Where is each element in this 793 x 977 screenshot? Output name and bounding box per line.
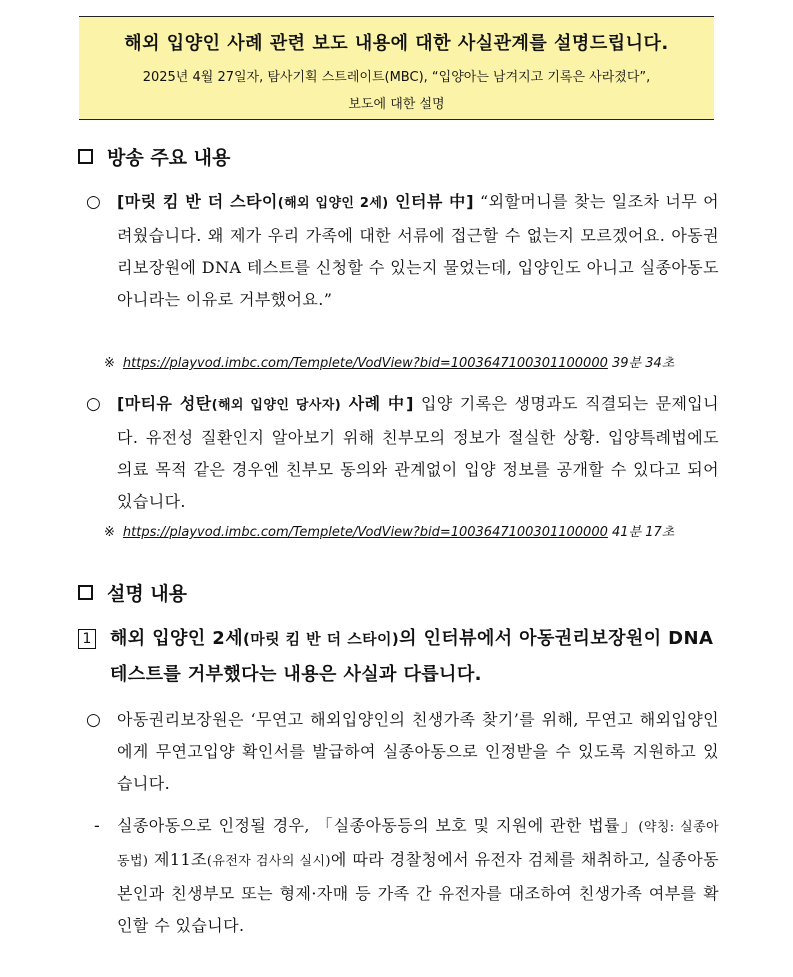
speaker-desc: (해외 입양인 2세): [277, 196, 389, 211]
explanation-heading: [110, 621, 718, 693]
header-box: [79, 16, 714, 120]
section-title: 설명 내용: [107, 583, 188, 605]
para-part-a: 실종아동으로 인정될 경우, 「실종아동등의 보호 및 지원에 관한 법률」: [117, 816, 639, 835]
reference-mark-icon: ※: [104, 525, 115, 540]
section-explanation: [78, 579, 187, 606]
heading-small: (마릿 킴 반 더 스타이): [243, 630, 400, 648]
circle-bullet-icon: ○: [86, 710, 101, 730]
source-note-1: [104, 352, 674, 371]
number-box-icon: 1: [78, 629, 96, 649]
item-mathieu-case: [117, 388, 719, 518]
speaker-label: [마릿 킴 반 더 스타이: [117, 192, 278, 211]
subtitle-line-1: 2025년 4월 27일자, 탐사기획 스트레이트(MBC), “입양아는 남겨지고 기록은 사라졌다”,: [142, 70, 651, 85]
speaker-desc: (해외 입양인 당사자): [211, 398, 342, 413]
source-time: 39분 34초: [607, 356, 675, 371]
explanation-subparagraph: [117, 810, 719, 942]
heading-part-a: 해외 입양인 2세: [110, 628, 243, 649]
para-small-2: (유전자 검사의 실시): [206, 854, 331, 869]
subtitle-line-2: 보도에 대한 설명: [348, 97, 445, 112]
quote-text: 입양 기록은 생명과도 직결되는 문제입니다. 유전성 질환인지 알아보기 위해 친부모의 정보가 절실한 상황. 입양특례법에도 의료 목적 같은 경우엔 친부모 동의와 관계없이 입양 정보를 공개할 수 있다고 되어 있습니다.: [117, 394, 720, 511]
checkbox-square-icon: [78, 149, 93, 164]
source-note-2: [104, 521, 674, 540]
para-part-b: 제11조: [148, 850, 207, 869]
reference-mark-icon: ※: [104, 356, 115, 371]
item-marit-interview: [117, 186, 719, 316]
quote-text: “외할머니를 찾는 일조차 너무 어려웠습니다. 왜 제가 우리 가족에 대한 서류에 접근할 수 없는지 모르겠어요. 아동권리보장원에 DNA 테스트를 신청할 수 있는지 물었는데, 입양인도 아니고 실종아동도 아니라는 이유로 거부했어요.”: [117, 192, 720, 309]
heading-part-b: 의 인터뷰에서 아동권리보장원이 DNA 테스트를 거부했다는 내용은 사실과 다릅니다.: [110, 628, 714, 685]
dash-bullet-icon: -: [94, 816, 100, 836]
para-small-1: (약칭: 실종아동법): [117, 820, 719, 869]
document-title: 해외 입양인 사례 관련 보도 내용에 대한 사실관계를 설명드립니다.: [124, 33, 669, 54]
speaker-label-end: 인터뷰 中]: [388, 192, 474, 211]
circle-bullet-icon: ○: [86, 394, 101, 414]
explanation-paragraph: 아동권리보장원은 ‘무연고 해외입양인의 친생가족 찾기’를 위해, 무연고 해외입양인에게 무연고입양 확인서를 발급하여 실종아동으로 인정받을 수 있도록 지원하고 있습니다.: [117, 710, 719, 793]
section-title: 방송 주요 내용: [107, 147, 231, 169]
circle-bullet-icon: ○: [86, 192, 101, 212]
speaker-label: [마티유 성탄: [117, 394, 212, 413]
section-broadcast-summary: [78, 143, 230, 170]
speaker-label-end: 사례 中]: [341, 394, 414, 413]
document-subtitle: [79, 64, 714, 118]
source-time: 41분 17초: [607, 525, 675, 540]
checkbox-square-icon: [78, 585, 93, 600]
source-link[interactable]: https://playvod.imbc.com/Templete/VodView?bid=1003647100301100000: [122, 525, 608, 540]
para-part-c: 에 따라 경찰청에서 유전자 검체를 채취하고, 실종아동 본인과 친생부모 또는 형제·자매 등 가족 간 유전자를 대조하여 친생가족 여부를 확인할 수 있습니다.: [117, 850, 719, 935]
source-link[interactable]: https://playvod.imbc.com/Templete/VodView?bid=1003647100301100000: [122, 356, 608, 371]
